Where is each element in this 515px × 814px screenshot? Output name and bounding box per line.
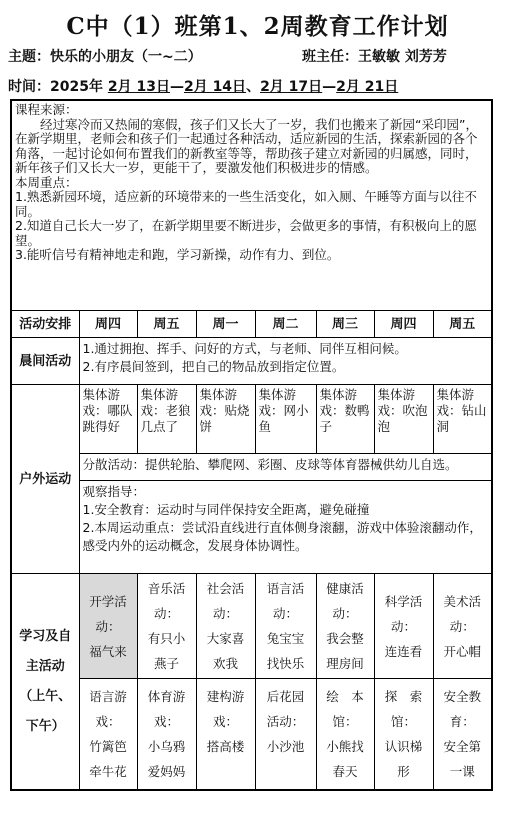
activity-line: 社会活: [206, 581, 245, 596]
activity-line: 认识梯: [384, 739, 423, 754]
source-title: 课程来源：: [15, 102, 78, 117]
date-3: 2月 17日: [260, 79, 323, 95]
day-header: 周五: [433, 311, 492, 338]
morning-label: 晨间活动: [11, 338, 79, 385]
sep-1: —: [169, 79, 184, 95]
study-activity: [316, 679, 374, 791]
activity-line: 动：: [153, 606, 179, 621]
activity-line: 欢我: [212, 656, 238, 671]
theme-label: 主题：: [8, 49, 50, 65]
teacher-info: [302, 46, 447, 66]
activity-line: 语言游: [89, 689, 127, 704]
activity-line: 建构游: [206, 689, 245, 704]
activity-line: 竹篱笆: [89, 739, 127, 754]
activity-line: 连连看: [384, 643, 423, 659]
outdoor-game: 集体游戏：吹泡泡: [374, 385, 433, 454]
activity-line: 开心帽: [443, 643, 482, 659]
activity-line: 小熊找: [326, 739, 364, 754]
schedule-header: 活动安排: [11, 311, 79, 338]
activity-line: 语言活: [266, 581, 305, 596]
activity-line: 戏：: [212, 714, 238, 729]
study-activity: [137, 679, 196, 791]
activity-line: 育：: [449, 714, 475, 729]
activity-line: 动：: [449, 618, 475, 634]
outdoor-label: 户外运动: [11, 385, 79, 574]
sep-2: 、: [246, 79, 261, 95]
study-activity: [316, 574, 374, 679]
activity-line: 大家喜: [206, 631, 245, 646]
focus-item: 1.熟悉新园环境，适应新的环境带来的一些生活变化，如入厕、午睡等方面与以往不同。: [15, 189, 477, 219]
day-header: 周四: [374, 311, 433, 338]
morning-content: [79, 338, 492, 385]
teacher-names: 王敏敏 刘芳芳: [358, 49, 447, 65]
morning-line: 2.有序晨间签到，把自己的物品放到指定位置。: [82, 359, 345, 374]
date-2: 2月 14日: [183, 79, 247, 95]
outdoor-game: 集体游戏：数鸭子: [316, 385, 374, 454]
activity-line: 美术活: [443, 593, 482, 609]
study-label-line: 学习及自: [19, 628, 72, 644]
activity-line: 福气来: [89, 643, 127, 659]
study-activity: [79, 574, 137, 679]
page-title: C中（1）班第1、2周教育工作计划: [66, 13, 449, 40]
outdoor-observation: [79, 481, 492, 574]
activity-line: 科学活: [384, 593, 423, 609]
date-4: 2月 21日: [336, 79, 399, 95]
day-header: 周三: [316, 311, 374, 338]
activity-line: 动：: [95, 618, 121, 634]
morning-line: 1.通过拥抱、挥手、问好的方式，与老师、同伴互相问候。: [82, 341, 407, 356]
day-header: 周一: [196, 311, 255, 338]
day-header: 周五: [137, 311, 196, 338]
outdoor-game: 集体游戏：老狼几点了: [137, 385, 196, 454]
activity-line: 我会整: [326, 631, 364, 646]
activity-line: 后花园: [266, 689, 305, 704]
study-label: [11, 574, 79, 791]
course-intro-cell: [11, 100, 492, 311]
activity-line: 动：: [332, 606, 358, 621]
outdoor-game: 集体游戏：钻山洞: [433, 385, 492, 454]
outdoor-game: 集体游戏：哪队跳得好: [79, 385, 137, 454]
activity-line: 动：: [272, 606, 298, 621]
day-header: 周四: [79, 311, 137, 338]
activity-line: 形: [397, 764, 410, 779]
study-activity: [255, 574, 316, 679]
activity-line: 开学活: [89, 593, 127, 609]
focus-item: 2.知道自己长大一岁了，在新学期里要不断进步，会做更多的事情，有积极向上的愿望。: [15, 218, 477, 248]
activity-line: 探 索: [384, 689, 423, 704]
study-activity: [196, 679, 255, 791]
activity-line: 理房间: [326, 656, 364, 671]
theme-value: 快乐的小朋友（一~二）: [50, 49, 202, 65]
study-activity: [433, 679, 492, 791]
activity-line: 安全第: [443, 739, 482, 754]
study-activity: [374, 574, 433, 679]
activity-line: 馆：: [332, 714, 358, 729]
activity-line: 春天: [332, 764, 358, 779]
source-text: 经过寒冷而又热闹的寒假，孩子们又长大了一岁，我们也搬来了新园“采印园”，在新学期里，老师会和孩子们一起通过各种活动，适应新园的生活，探索新园的各个角落，一起讨论如何布置我们的新教室等等，帮助孩子建立对新园的归属感，同时，新年孩子们又长大一岁，更能干了，要激发他们积极进步的情感。: [15, 116, 478, 175]
date-1: 2月 13日: [107, 79, 170, 95]
study-activity: [196, 574, 255, 679]
plan-table: [10, 99, 493, 791]
activity-line: 活动：: [266, 714, 305, 729]
study-activity: [79, 679, 137, 791]
activity-line: 牵牛花: [89, 764, 127, 779]
activity-line: 音乐活: [147, 581, 186, 596]
theme-line: [8, 46, 447, 66]
study-activity: [255, 679, 316, 791]
activity-line: 健康活: [326, 581, 364, 596]
activity-line: 兔宝宝: [266, 631, 305, 646]
activity-line: 小沙池: [266, 739, 305, 754]
focus-title: 本周重点：: [15, 174, 78, 190]
activity-line: 有只小: [147, 631, 186, 646]
activity-line: 一课: [449, 764, 475, 779]
activity-line: 体育游: [147, 689, 186, 704]
study-label-line: 主活动: [25, 658, 65, 674]
activity-line: 动：: [390, 618, 416, 634]
study-activity: [137, 574, 196, 679]
time-line: [8, 76, 398, 96]
outdoor-group-activity: 分散活动：提供轮胎、攀爬网、彩圈、皮球等体育器械供幼儿自选。: [79, 454, 492, 481]
observation-line: 观察指导：: [82, 484, 146, 499]
activity-line: 戏：: [95, 714, 121, 729]
teacher-label: 班主任：: [302, 49, 358, 65]
activity-line: 找快乐: [266, 656, 305, 671]
activity-line: 绘 本: [326, 689, 364, 704]
sep-3: —: [322, 79, 337, 95]
focus-item: 3.能听信号有精神地走和跑，学习新操，动作有力、到位。: [15, 247, 340, 262]
activity-line: 馆：: [390, 714, 416, 729]
time-label: 时间：2025年: [8, 79, 108, 95]
activity-line: 动：: [212, 606, 238, 621]
study-activity: [433, 574, 492, 679]
activity-line: 安全教: [443, 689, 482, 704]
observation-line: 1.安全教育：运动时与同伴保持安全距离，避免碰撞: [82, 502, 370, 517]
activity-line: 爱妈妈: [147, 764, 186, 779]
outdoor-game: 集体游戏：贴烧饼: [196, 385, 255, 454]
outdoor-game: 集体游戏：网小鱼: [255, 385, 316, 454]
study-label-line: 下午）: [25, 718, 65, 734]
day-header: 周二: [255, 311, 316, 338]
observation-line: 2.本周运动重点：尝试沿直线进行直体侧身滚翻，游戏中体验滚翻动作，感受内外的运动概念，发展身体协调性。: [82, 520, 482, 553]
study-activity: [374, 679, 433, 791]
study-label-line: （上午、: [19, 688, 72, 704]
activity-line: 燕子: [153, 656, 179, 671]
activity-line: 戏：: [153, 714, 179, 729]
activity-line: 小乌鸦: [147, 739, 186, 754]
activity-line: 搭高楼: [206, 739, 245, 754]
